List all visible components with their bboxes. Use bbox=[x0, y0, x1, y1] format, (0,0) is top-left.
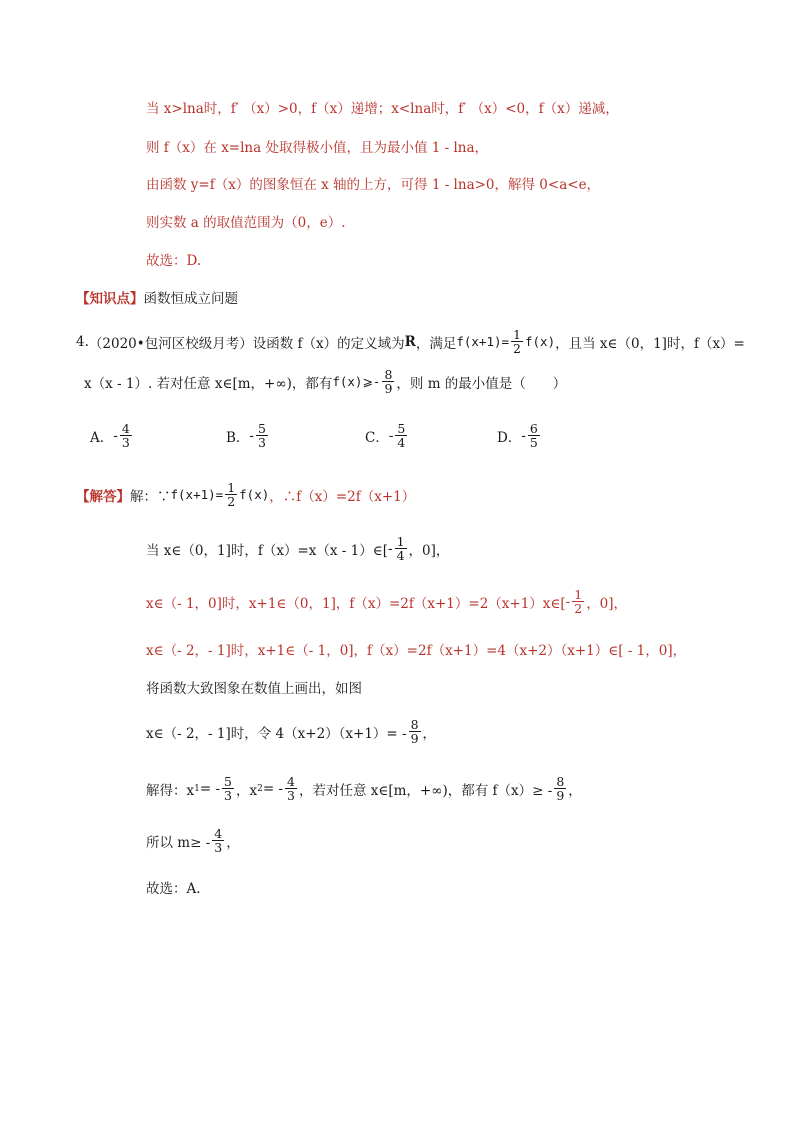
fraction-denominator: 2 bbox=[574, 601, 583, 617]
fraction-denominator: 3 bbox=[224, 788, 232, 804]
fraction-numerator: 8 bbox=[384, 367, 393, 382]
fraction-numerator: 8 bbox=[556, 774, 565, 789]
option-a[interactable] bbox=[90, 422, 134, 449]
solution-step-6 bbox=[146, 775, 582, 802]
solution-step-8: 故选：A. bbox=[146, 881, 201, 897]
option-d[interactable] bbox=[497, 422, 542, 449]
solution-half-fraction bbox=[225, 481, 237, 508]
fraction-numerator: 1 bbox=[396, 534, 405, 549]
solution-step-5 bbox=[146, 718, 436, 745]
step-text: ，0]， bbox=[586, 595, 628, 612]
fraction-numerator: 6 bbox=[529, 421, 538, 436]
step-fraction bbox=[285, 775, 297, 802]
step-text: 当 x∈（0，1]时，f（x）=x（x - 1）∈[ bbox=[146, 542, 388, 559]
option-sign: - bbox=[388, 427, 394, 444]
problem-ineq: f(x)⩾- bbox=[332, 374, 381, 390]
step-text: ， bbox=[568, 782, 582, 799]
problem-eq-right: f(x) bbox=[525, 334, 556, 350]
prev-line-4: 则实数 a 的取值范围为（0，e）. bbox=[146, 215, 346, 231]
solution-intro: 解：∵ bbox=[130, 488, 171, 505]
fraction-numerator: 1 bbox=[574, 587, 583, 602]
option-sign: - bbox=[113, 427, 118, 444]
problem-half-fraction bbox=[511, 328, 523, 355]
problem-line2-a: x（x - 1）. 若对任意 x∈[m，+∞)，都有 bbox=[84, 375, 333, 392]
fraction-numerator: 8 bbox=[410, 717, 419, 732]
fraction-denominator: 9 bbox=[556, 788, 565, 804]
option-sign: - bbox=[249, 427, 254, 444]
solution-eq-right: f(x) bbox=[239, 487, 270, 503]
step-text: ， bbox=[226, 834, 240, 851]
step-fraction bbox=[212, 827, 224, 854]
step-text: x∈（- 1，0]时，x+1∈（0，1]，f（x）=2f（x+1）=2（x+1）x∈[ bbox=[146, 595, 566, 612]
step-fraction bbox=[572, 588, 584, 615]
fraction-denominator: 3 bbox=[121, 435, 130, 451]
fraction-denominator: 2 bbox=[513, 341, 521, 357]
problem-ineq-fraction bbox=[382, 368, 394, 395]
step-text: = - bbox=[199, 780, 221, 797]
problem-number: 4. bbox=[76, 333, 89, 350]
option-fraction bbox=[528, 422, 540, 449]
option-c[interactable] bbox=[365, 422, 409, 449]
knowledge-point bbox=[76, 287, 238, 307]
fraction-denominator: 4 bbox=[396, 548, 405, 564]
step-text: x∈（- 2，- 1]时，令 4（x+2）（x+1）= - bbox=[146, 725, 407, 742]
step-fraction bbox=[409, 718, 421, 745]
fraction-denominator: 3 bbox=[287, 788, 295, 804]
problem-text-a: 设函数 f（x）的定义域为 bbox=[252, 335, 405, 352]
fraction-denominator: 4 bbox=[397, 435, 406, 451]
prev-line-2: 则 f（x）在 x=lna 处取得极小值，且为最小值 1 - lna， bbox=[146, 140, 489, 156]
step-text: ，0]， bbox=[408, 542, 450, 559]
fraction-denominator: 5 bbox=[529, 435, 538, 451]
step-text: = - bbox=[262, 780, 284, 797]
subscript: 2 bbox=[257, 783, 263, 794]
fraction-numerator: 4 bbox=[214, 826, 223, 841]
step-text: 解得：x bbox=[146, 782, 195, 799]
fraction-denominator: 3 bbox=[257, 435, 266, 451]
step-fraction bbox=[222, 775, 234, 802]
fraction-denominator: 2 bbox=[227, 494, 236, 510]
problem-source: （2020•包河区校级月考） bbox=[88, 335, 253, 352]
solution-step-7 bbox=[146, 827, 240, 854]
step-sign: - bbox=[565, 593, 571, 610]
solution-line-0 bbox=[76, 481, 415, 508]
option-label: B． bbox=[226, 429, 250, 446]
step-text: ， bbox=[422, 725, 437, 742]
solution-step-2 bbox=[146, 588, 627, 615]
fraction-numerator: 5 bbox=[224, 774, 232, 789]
problem-text-c: ，且当 x∈（0，1]时，f（x）= bbox=[555, 335, 745, 352]
solution-step-4: 将函数大致图象在数值上画出，如图 bbox=[146, 681, 362, 697]
option-fraction bbox=[395, 422, 407, 449]
step-text: 所以 m≥ - bbox=[146, 834, 211, 851]
knowledge-tag: 【知识点】 bbox=[76, 291, 144, 307]
option-label: D． bbox=[497, 429, 522, 446]
fraction-numerator: 5 bbox=[257, 421, 266, 436]
fraction-denominator: 9 bbox=[410, 731, 419, 747]
problem-line-2 bbox=[84, 368, 566, 395]
knowledge-text: 函数恒成立问题 bbox=[143, 291, 238, 307]
step-sign: - bbox=[388, 540, 393, 557]
step-fraction bbox=[395, 535, 407, 562]
fraction-numerator: 1 bbox=[513, 327, 521, 342]
solution-step-1 bbox=[146, 535, 449, 562]
problem-line2-b: ，则 m 的最小值是（ ） bbox=[396, 375, 567, 392]
step-text: ，x bbox=[235, 782, 258, 799]
problem-eq-left: f(x+1)= bbox=[456, 334, 510, 350]
option-label: C． bbox=[365, 429, 389, 446]
option-fraction bbox=[256, 422, 268, 449]
prev-line-3: 由函数 y=f（x）的图象恒在 x 轴的上方，可得 1 - lna>0，解得 0<a<e， bbox=[146, 177, 601, 193]
solution-conclude: ，∴f（x）=2f（x+1） bbox=[269, 488, 416, 505]
problem-R: R bbox=[404, 333, 416, 350]
prev-line-1: 当 x>lna时，f′ （x）>0，f（x）递增；x<lna时，f′ （x）<0，f（x）递减， bbox=[146, 101, 619, 117]
solution-tag: 【解答】 bbox=[76, 488, 130, 505]
option-fraction bbox=[120, 422, 132, 449]
solution-eq-left: f(x+1)= bbox=[170, 487, 224, 503]
option-b[interactable] bbox=[226, 422, 270, 449]
fraction-numerator: 4 bbox=[121, 421, 130, 436]
subscript: 1 bbox=[194, 783, 200, 794]
fraction-numerator: 4 bbox=[287, 774, 295, 789]
prev-line-5: 故选：D. bbox=[146, 253, 202, 269]
fraction-denominator: 3 bbox=[214, 840, 223, 856]
option-sign: - bbox=[521, 427, 526, 444]
step-text: ，若对任意 x∈[m，+∞)，都有 f（x）≥ - bbox=[298, 782, 553, 799]
solution-step-3: x∈（- 2，- 1]时，x+1∈（- 1，0]，f（x）=2f（x+1）=4（x+2）（x+1）∈[ - 1，0]， bbox=[146, 643, 687, 659]
step-fraction bbox=[554, 775, 566, 802]
problem-text-b: ，满足 bbox=[415, 335, 457, 352]
fraction-denominator: 9 bbox=[384, 381, 393, 397]
problem-line-1 bbox=[76, 328, 745, 355]
fraction-numerator: 5 bbox=[397, 421, 406, 436]
option-label: A． bbox=[90, 429, 114, 446]
fraction-numerator: 1 bbox=[227, 480, 236, 495]
